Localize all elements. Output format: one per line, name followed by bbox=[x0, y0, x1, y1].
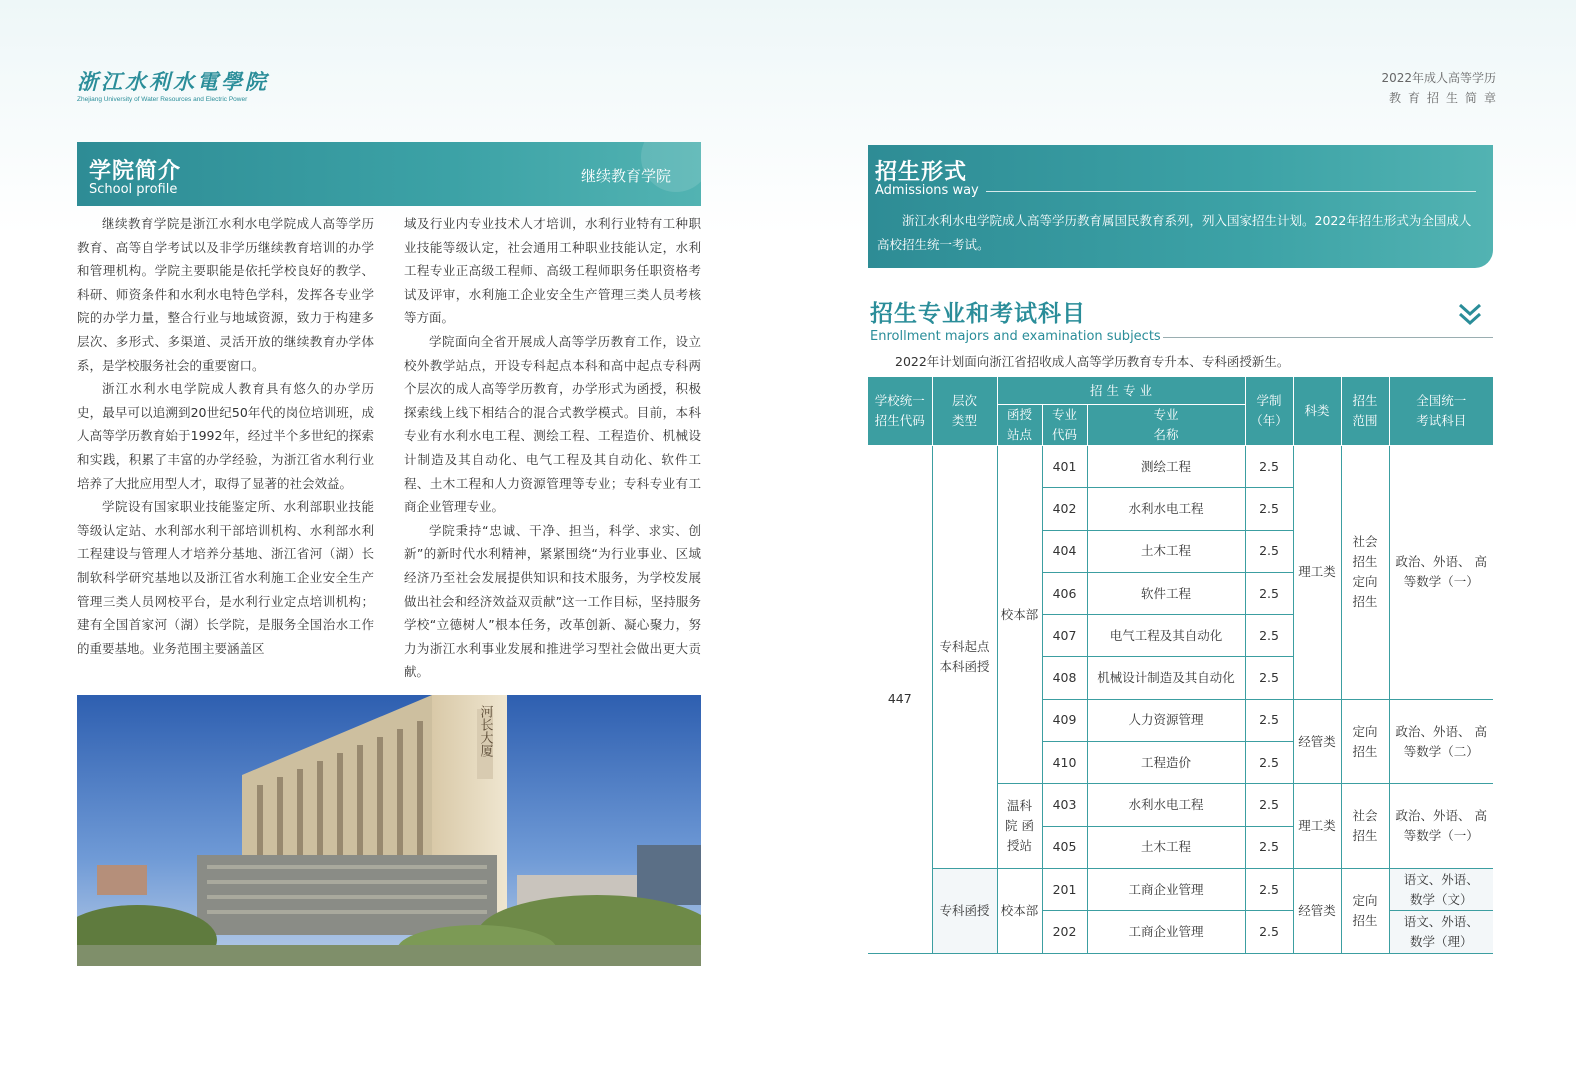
admissions-title-cn: 招生形式 bbox=[875, 160, 968, 185]
scope-cell: 定向 招生 bbox=[1341, 868, 1389, 953]
profile-header bbox=[77, 142, 701, 206]
admissions-title-en: Admissions way bbox=[875, 183, 979, 198]
station-cell: 校本部 bbox=[997, 446, 1042, 784]
major-code: 409 bbox=[1042, 699, 1087, 741]
major-years: 2.5 bbox=[1245, 530, 1293, 572]
profile-paragraph: 继续教育学院是浙江水利水电学院成人高等学历教育、高等自学考试以及非学历继续教育培训的办学和管理机构。学院主要职能是依托学校良好的教学、科研、师资条件和水利水电特色学科，发挥各专业学院的办学力量，整合行业与地域资源，致力于构建多层次、多形式、多渠道、灵活开放的继续教育办学体系，是学校服务社会的重要窗口。 bbox=[77, 216, 374, 373]
profile-paragraph: 学院秉持“忠诚、干净、担当，科学、求实、创新”的新时代水利精神，紧紧围绕“为行业事业、区域经济乃至社会发展提供知识和技术服务，为学校发展做出社会和经济效益双贡献”这一工作目标，坚持服务学校“立德树人”根本任务，改革创新、凝心聚力，努力为浙江水利事业发展和推进学习型社会做出更大贡献。 bbox=[404, 522, 701, 680]
category-cell: 理工类 bbox=[1293, 784, 1341, 869]
building-sign-text: 河长大厦 bbox=[477, 705, 493, 757]
profile-column-2 bbox=[404, 212, 701, 684]
station-cell: 校本部 bbox=[997, 868, 1042, 953]
profile-paragraph: 学院设有国家职业技能鉴定所、水利部职业技能等级认定站、水利部水利干部培训机构、水利部水利工程建设与管理人才培养分基地、浙江省河（湖）长制软科学研究基地以及浙江省水利施工企业安全生产管理三类人员网校平台，是水利行业定点培训机构；建有全国首家河（湖）长学院，是服务全国治水工作的重要基地。业务范围主要涵盖区 bbox=[77, 499, 374, 656]
majors-header bbox=[870, 298, 1493, 344]
major-code: 402 bbox=[1042, 488, 1087, 530]
level-cell: 专科函授 bbox=[932, 868, 997, 953]
exam-cell: 政治、外语、 高等数学（一） bbox=[1389, 784, 1493, 869]
document-title-line1: 2022年成人高等学历 bbox=[1381, 71, 1496, 85]
major-code: 405 bbox=[1042, 826, 1087, 868]
major-years: 2.5 bbox=[1245, 868, 1293, 910]
majors-title-cn: 招生专业和考试科目 bbox=[870, 301, 1086, 327]
header-category: 科类 bbox=[1293, 377, 1341, 446]
campus-building-photo bbox=[77, 695, 701, 966]
station-cell: 温科院 函授站 bbox=[997, 784, 1042, 869]
major-name: 工商企业管理 bbox=[1087, 911, 1245, 953]
major-years: 2.5 bbox=[1245, 699, 1293, 741]
category-cell: 经管类 bbox=[1293, 868, 1341, 953]
major-name: 测绘工程 bbox=[1087, 446, 1245, 488]
major-code: 401 bbox=[1042, 446, 1087, 488]
exam-cell: 语文、外语、 数学（文） bbox=[1389, 868, 1493, 910]
profile-title-cn: 学院简介 bbox=[89, 159, 182, 184]
header-station: 函授 站点 bbox=[997, 405, 1042, 446]
header-years: 学制 （年） bbox=[1245, 377, 1293, 446]
major-code: 410 bbox=[1042, 742, 1087, 784]
major-years: 2.5 bbox=[1245, 615, 1293, 657]
major-code: 202 bbox=[1042, 911, 1087, 953]
major-code: 404 bbox=[1042, 530, 1087, 572]
major-years: 2.5 bbox=[1245, 784, 1293, 826]
majors-title-en: Enrollment majors and examination subjects bbox=[870, 329, 1161, 344]
admissions-panel bbox=[868, 145, 1493, 268]
major-name: 工程造价 bbox=[1087, 742, 1245, 784]
table-row bbox=[868, 446, 1493, 488]
major-name: 机械设计制造及其自动化 bbox=[1087, 657, 1245, 699]
major-code: 407 bbox=[1042, 615, 1087, 657]
major-years: 2.5 bbox=[1245, 742, 1293, 784]
profile-paragraph: 浙江水利水电学院成人教育具有悠久的办学历史，最早可以追溯到20世纪50年代的岗位培训班，成人高等学历教育始于1992年，经过半个多世纪的探索和实践，积累了丰富的办学经验，为浙江省水利行业培养了大批应用型人才，取得了显著的社会效益。 bbox=[77, 381, 374, 491]
profile-column-1 bbox=[77, 212, 374, 660]
major-name: 软件工程 bbox=[1087, 572, 1245, 614]
header-major-group: 招 生 专 业 bbox=[997, 377, 1245, 405]
category-cell: 理工类 bbox=[1293, 446, 1341, 700]
major-name: 土木工程 bbox=[1087, 826, 1245, 868]
header-level: 层次 类型 bbox=[932, 377, 997, 446]
school-code-cell: 447 bbox=[868, 446, 932, 954]
major-code: 403 bbox=[1042, 784, 1087, 826]
header-school-code: 学校统一 招生代码 bbox=[868, 377, 932, 446]
profile-title-en: School profile bbox=[89, 182, 178, 197]
document-title-line2: 教育招生简章 bbox=[1388, 91, 1503, 105]
major-name: 水利水电工程 bbox=[1087, 488, 1245, 530]
majors-table bbox=[868, 376, 1493, 954]
major-code: 201 bbox=[1042, 868, 1087, 910]
major-name: 工商企业管理 bbox=[1087, 868, 1245, 910]
major-name: 电气工程及其自动化 bbox=[1087, 615, 1245, 657]
major-name: 土木工程 bbox=[1087, 530, 1245, 572]
major-name: 人力资源管理 bbox=[1087, 699, 1245, 741]
header-major-code: 专业 代码 bbox=[1042, 405, 1087, 446]
level-cell: 专科起点 本科函授 bbox=[932, 446, 997, 869]
major-name: 水利水电工程 bbox=[1087, 784, 1245, 826]
profile-dept-name: 继续教育学院 bbox=[580, 167, 671, 185]
exam-cell: 语文、外语、 数学（理） bbox=[1389, 911, 1493, 953]
school-logo bbox=[77, 70, 277, 103]
major-code: 406 bbox=[1042, 572, 1087, 614]
double-chevron-down-icon bbox=[1457, 302, 1483, 328]
logo-text-cn: 浙江水利水電學院 bbox=[77, 69, 269, 94]
exam-cell: 政治、外语、 高等数学（二） bbox=[1389, 699, 1493, 784]
scope-cell: 社会 招生 bbox=[1341, 784, 1389, 869]
major-years: 2.5 bbox=[1245, 826, 1293, 868]
scope-cell: 定向 招生 bbox=[1341, 699, 1389, 784]
profile-paragraph: 学院面向全省开展成人高等学历教育工作，设立校外教学站点，开设专科起点本科和高中起点专科两个层次的成人高等学历教育，办学形式为函授，积极探索线上线下相结合的混合式教学模式。目前，本科专业有水利水电工程、测绘工程、工程造价、机械设计制造及其自动化、电气工程及其自动化、软件工程、土木工程和人力资源管理等专业；专科专业有工商企业管理专业。 bbox=[404, 333, 701, 515]
logo-text-en: Zhejiang University of Water Resources and Electric Power bbox=[77, 96, 248, 103]
major-years: 2.5 bbox=[1245, 572, 1293, 614]
major-years: 2.5 bbox=[1245, 657, 1293, 699]
header-major-name: 专业 名称 bbox=[1087, 405, 1245, 446]
category-cell: 经管类 bbox=[1293, 699, 1341, 784]
exam-cell: 政治、外语、 高等数学（一） bbox=[1389, 446, 1493, 700]
major-years: 2.5 bbox=[1245, 488, 1293, 530]
header-exam: 全国统一 考试科目 bbox=[1389, 377, 1493, 446]
header-scope: 招生 范围 bbox=[1341, 377, 1389, 446]
divider bbox=[1163, 337, 1493, 338]
table-row bbox=[868, 868, 1493, 910]
major-years: 2.5 bbox=[1245, 446, 1293, 488]
divider bbox=[986, 191, 1476, 192]
major-years: 2.5 bbox=[1245, 911, 1293, 953]
document-title bbox=[1381, 68, 1503, 108]
scope-cell: 社会 招生 定向 招生 bbox=[1341, 446, 1389, 700]
majors-intro: 2022年计划面向浙江省招收成人高等学历教育专升本、专科函授新生。 bbox=[895, 354, 1290, 369]
major-code: 408 bbox=[1042, 657, 1087, 699]
profile-paragraph: 域及行业内专业技术人才培训，水利行业特有工种职业技能等级认定，社会通用工种职业技能认定，水利工程专业正高级工程师、高级工程师职务任职资格考试及评审，水利施工企业安全生产管理三类人员考核等方面。 bbox=[404, 216, 701, 326]
admissions-text: 浙江水利水电学院成人高等学历教育属国民教育系列，列入国家招生计划。2022年招生形式为全国成人高校招生统一考试。 bbox=[877, 213, 1472, 252]
building-illustration bbox=[77, 695, 701, 966]
